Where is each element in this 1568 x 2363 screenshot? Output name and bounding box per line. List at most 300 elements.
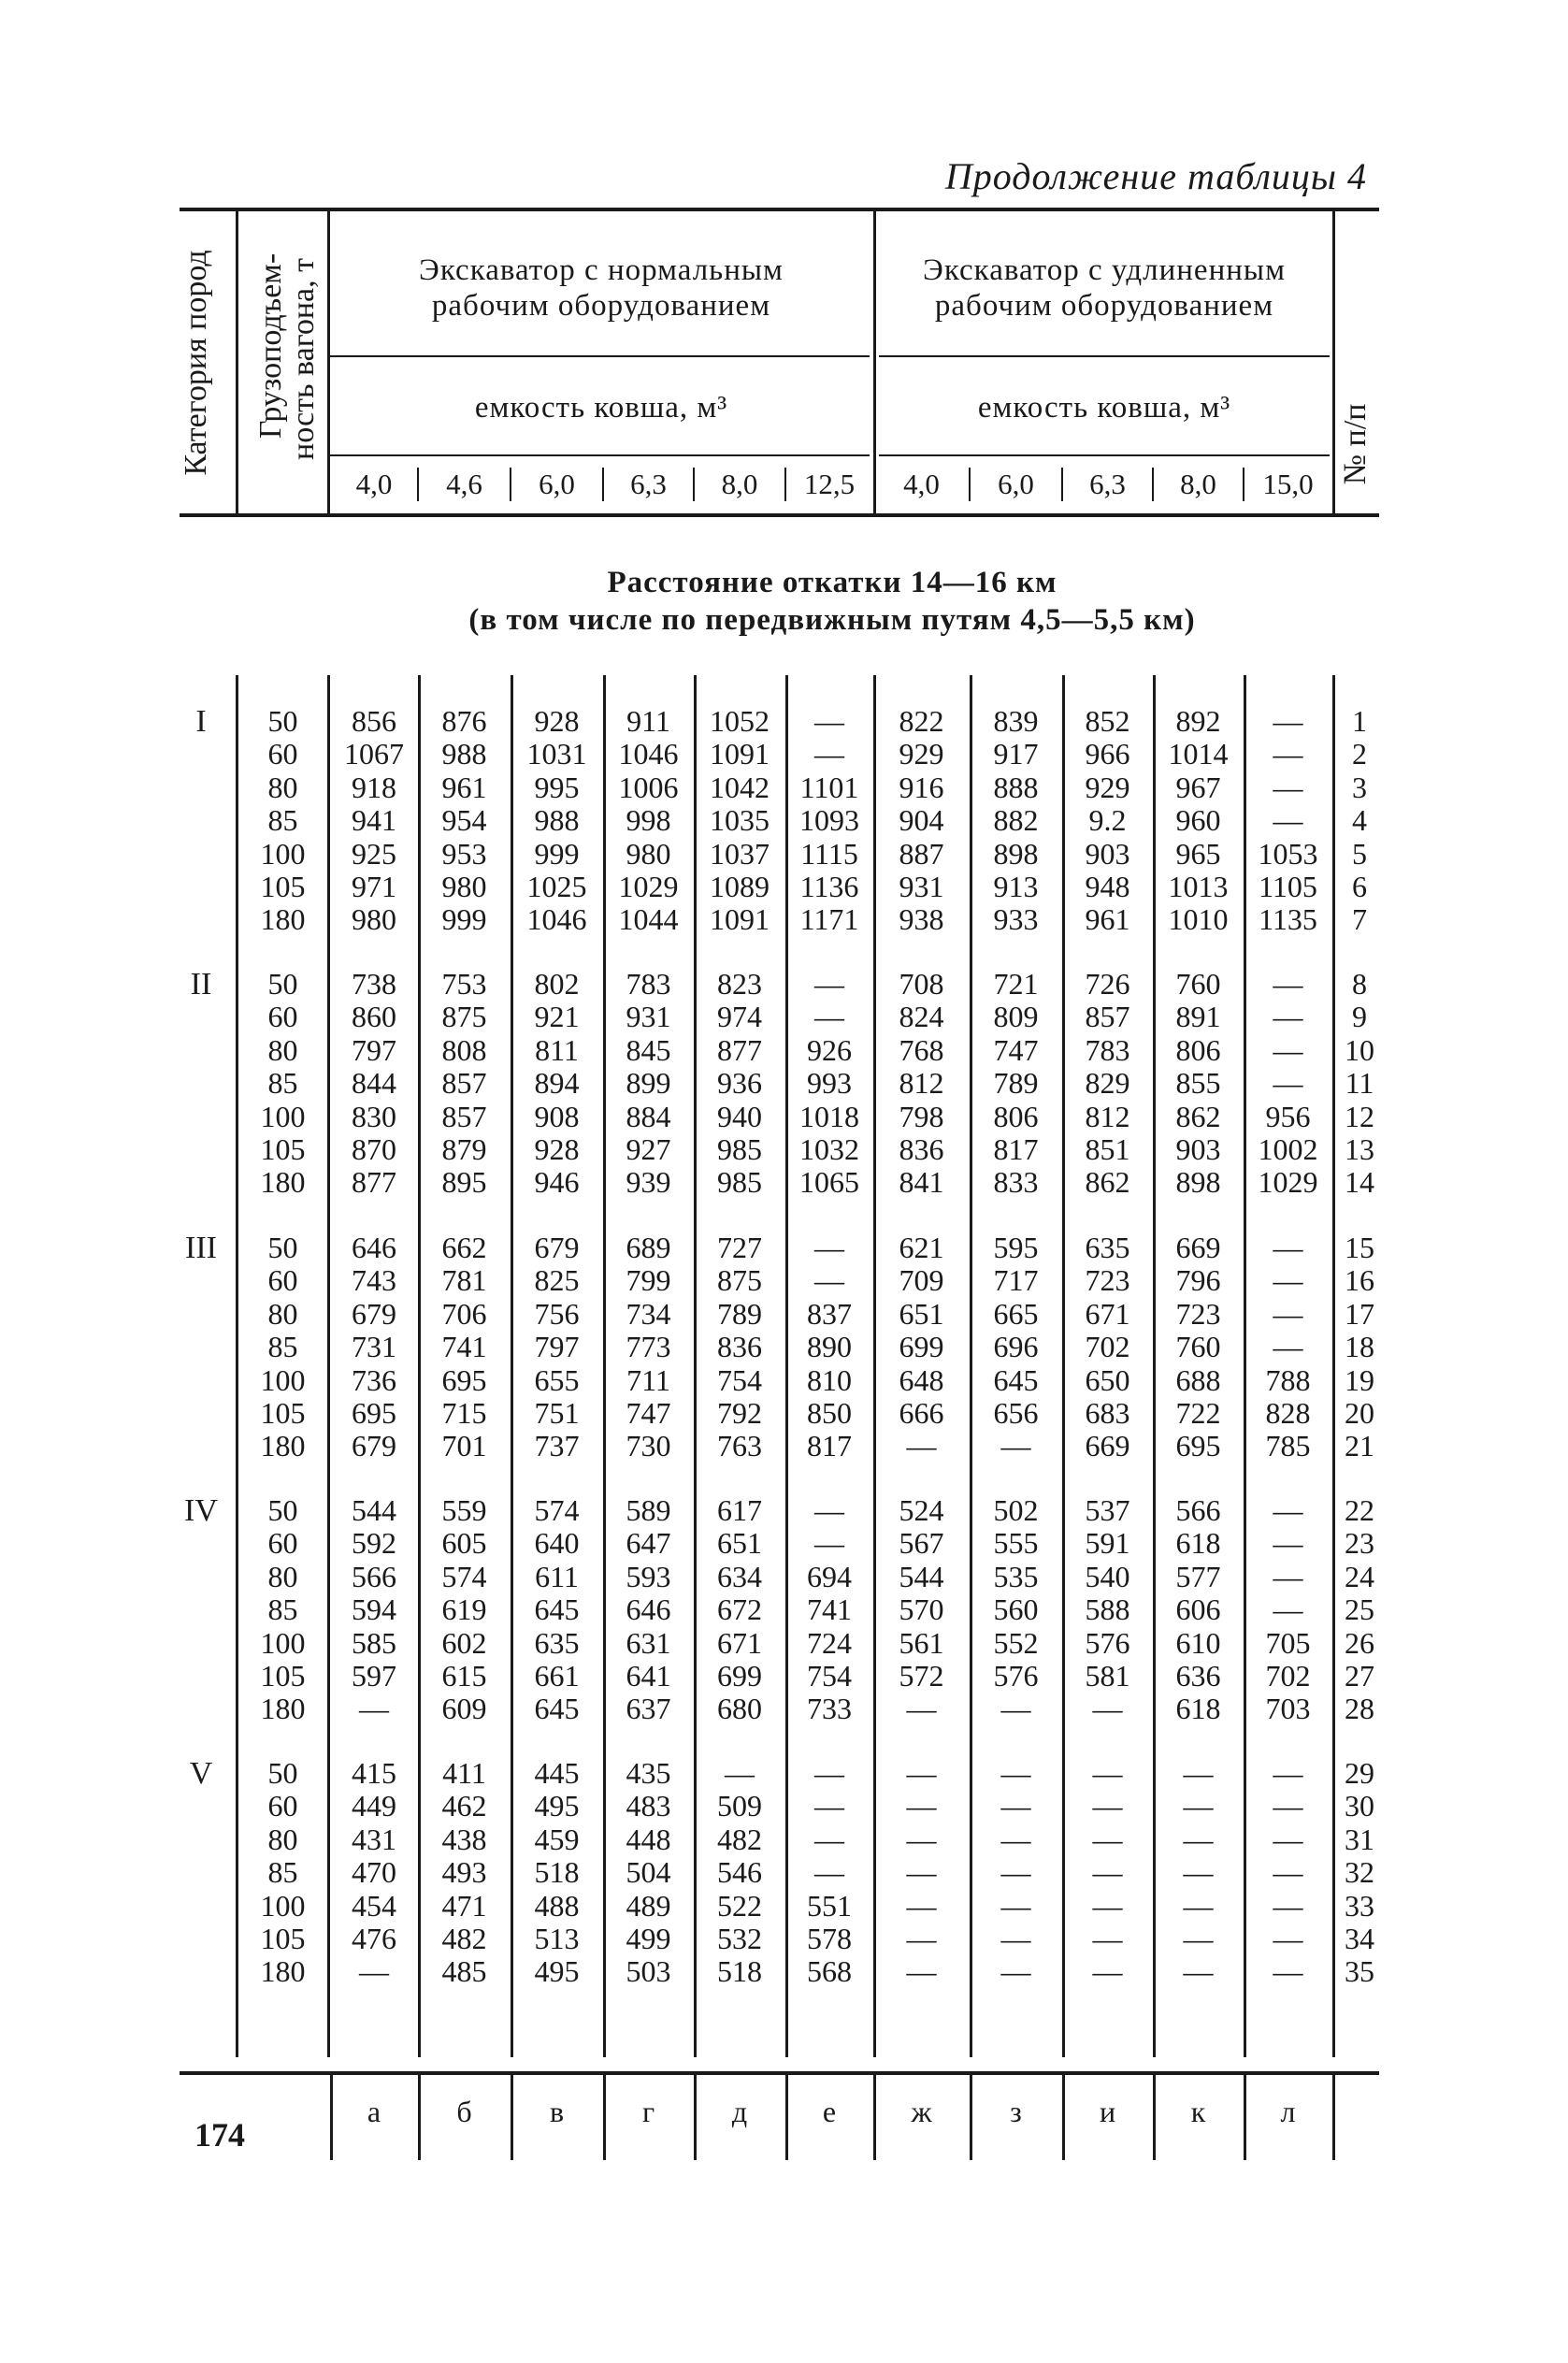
value-cell: 723 (1175, 1296, 1221, 1331)
value-cell: 715 (441, 1396, 487, 1430)
value-cell: 903 (1085, 836, 1130, 871)
column-letter-4: д (731, 2095, 748, 2128)
value-cell: 576 (993, 1659, 1039, 1693)
value-cell: 499 (626, 1922, 671, 1955)
value-cell: 535 (993, 1559, 1039, 1593)
value-cell: 862 (1085, 1165, 1130, 1200)
bucket-size-0: 4,0 (355, 468, 393, 500)
value-cell: 695 (1175, 1429, 1221, 1463)
group-extended-heading (876, 252, 1332, 324)
rownum-cell: 26 (1345, 1625, 1374, 1660)
value-cell: 518 (717, 1954, 762, 1989)
category-label: V (189, 1756, 213, 1791)
value-cell: 470 (352, 1855, 396, 1890)
value-cell: — (1000, 1756, 1031, 1790)
value-cell: 1052 (710, 704, 770, 738)
value-cell: 726 (1085, 967, 1130, 1001)
value-cell: 995 (534, 770, 580, 804)
value-cell: 493 (441, 1855, 487, 1890)
value-cell: — (1273, 1493, 1303, 1527)
value-cell: 731 (352, 1330, 396, 1364)
value-cell: — (1273, 1592, 1303, 1627)
capacity-cell: 100 (260, 1625, 306, 1660)
value-cell: 916 (899, 770, 944, 804)
value-cell: 829 (1085, 1066, 1130, 1101)
value-cell: 585 (352, 1625, 396, 1660)
rownum-cell: 3 (1352, 770, 1367, 804)
footer-vline (873, 2074, 876, 2160)
value-cell: — (906, 1822, 937, 1856)
value-cell: — (1092, 1922, 1123, 1955)
value-cell: — (814, 737, 844, 771)
value-cell: 577 (1175, 1559, 1221, 1593)
value-cell: 611 (535, 1559, 579, 1593)
value-cell: — (1273, 1888, 1303, 1923)
value-cell: 941 (352, 803, 396, 838)
value-cell: 1010 (1168, 902, 1229, 937)
value-cell: 887 (899, 836, 944, 871)
footer-vline (1244, 2074, 1246, 2160)
value-cell: 518 (534, 1855, 580, 1890)
value-cell: 830 (352, 1099, 396, 1133)
bucket-separator (784, 468, 786, 501)
value-cell: 928 (534, 1132, 580, 1166)
value-cell: 851 (1085, 1132, 1130, 1166)
value-cell: 695 (352, 1396, 396, 1430)
rownum-cell: 21 (1345, 1429, 1374, 1463)
value-cell: — (906, 1429, 937, 1463)
value-cell: 669 (1175, 1231, 1221, 1264)
value-cell: — (1000, 1429, 1031, 1463)
value-cell: 812 (899, 1066, 944, 1101)
value-cell: 763 (717, 1429, 762, 1463)
value-cell: 811 (535, 1032, 579, 1067)
capacity-cell: 60 (267, 1000, 298, 1034)
value-cell: 618 (1175, 1692, 1221, 1726)
rownum-cell: 27 (1345, 1659, 1374, 1693)
value-cell: 862 (1175, 1099, 1221, 1133)
value-cell: 560 (993, 1592, 1039, 1627)
value-cell: 471 (441, 1888, 487, 1923)
value-cell: 634 (717, 1559, 762, 1593)
value-cell: 1046 (526, 902, 587, 937)
value-cell: 754 (717, 1362, 762, 1397)
value-cell: 788 (1265, 1362, 1311, 1397)
value-cell: 1006 (618, 770, 679, 804)
value-cell: 606 (1175, 1592, 1221, 1627)
value-cell: 879 (441, 1132, 487, 1166)
value-cell: 594 (352, 1592, 396, 1627)
value-cell: 903 (1175, 1132, 1221, 1166)
category-header: Категория пород (179, 250, 213, 476)
value-cell: 799 (626, 1263, 671, 1298)
capacity-cell: 50 (267, 967, 298, 1001)
value-cell: 544 (899, 1559, 944, 1593)
value-cell: 954 (441, 803, 487, 838)
value-cell: 559 (441, 1493, 487, 1527)
value-cell: 792 (717, 1396, 762, 1430)
continuation-caption: Продолжение таблицы 4 (944, 155, 1367, 197)
value-cell: 823 (717, 967, 762, 1001)
value-cell: 665 (993, 1296, 1039, 1331)
value-cell: 438 (441, 1822, 487, 1856)
rownum-cell: 1 (1352, 704, 1367, 738)
value-cell: 773 (626, 1330, 671, 1364)
rownum-cell: 13 (1345, 1132, 1374, 1166)
column-letter-3: г (641, 2095, 655, 2128)
value-cell: 503 (626, 1954, 671, 1989)
value-cell: 1105 (1259, 870, 1317, 903)
value-cell: 482 (441, 1922, 487, 1955)
value-cell: 789 (717, 1296, 762, 1331)
value-cell: — (1092, 1888, 1123, 1923)
value-cell: 666 (899, 1396, 944, 1430)
value-cell: 482 (717, 1822, 762, 1856)
value-cell: 546 (717, 1855, 762, 1890)
capacity-cell: 105 (260, 1659, 306, 1693)
capacity-cell: 80 (267, 1822, 298, 1856)
rownum-cell: 19 (1345, 1362, 1374, 1397)
bucket-size-1: 4,6 (446, 468, 482, 500)
value-cell: 509 (717, 1789, 762, 1823)
value-cell: — (1273, 1922, 1303, 1955)
value-cell: 485 (441, 1954, 487, 1989)
bucket-extended-label: емкость ковша, м³ (977, 391, 1231, 425)
rownum-cell: 31 (1345, 1822, 1374, 1856)
value-cell: — (1183, 1822, 1214, 1856)
value-cell: 855 (1175, 1066, 1221, 1101)
value-cell: — (814, 967, 844, 1001)
value-cell: 946 (534, 1165, 580, 1200)
capacity-cell: 100 (260, 1099, 306, 1133)
value-cell: 552 (993, 1625, 1039, 1660)
value-cell: 904 (899, 803, 944, 838)
value-cell: 927 (626, 1132, 671, 1166)
value-cell: 631 (626, 1625, 671, 1660)
rownum-cell: 25 (1345, 1592, 1374, 1627)
rownum-cell: 24 (1345, 1559, 1374, 1593)
value-cell: 1037 (710, 836, 770, 871)
value-cell: — (1000, 1855, 1031, 1890)
value-cell: 454 (352, 1888, 396, 1923)
value-cell: 699 (899, 1330, 944, 1364)
footer-vline (785, 2074, 788, 2160)
value-cell: 895 (441, 1165, 487, 1200)
value-cell: 875 (441, 1000, 487, 1034)
value-cell: 928 (534, 704, 580, 738)
rownum-cell: 10 (1345, 1032, 1374, 1067)
rownum-cell: 22 (1345, 1493, 1374, 1527)
section-title-line2: (в том числе по передвижным путям 4,5—5,5 км) (468, 603, 1196, 637)
value-cell: 1053 (1258, 836, 1318, 871)
rownum-cell: 16 (1345, 1263, 1374, 1298)
value-cell: 724 (807, 1625, 852, 1660)
rownum-cell: 28 (1345, 1692, 1374, 1726)
rownum-cell: 8 (1352, 967, 1367, 1001)
value-cell: 637 (626, 1692, 671, 1726)
value-cell: 702 (1265, 1659, 1311, 1693)
value-cell: 985 (717, 1165, 762, 1200)
value-cell: 756 (534, 1296, 580, 1331)
value-cell: 884 (626, 1099, 671, 1133)
capacity-cell: 60 (267, 737, 298, 771)
value-cell: 948 (1085, 870, 1130, 903)
value-cell: 522 (717, 1888, 762, 1923)
capacity-cell: 180 (260, 1692, 306, 1726)
value-cell: — (1000, 1822, 1031, 1856)
value-cell: — (906, 1922, 937, 1955)
value-cell: 965 (1175, 836, 1221, 871)
value-cell: 449 (352, 1789, 396, 1823)
value-cell: 1091 (710, 737, 770, 771)
capacity-cell: 105 (260, 1132, 306, 1166)
footer-vline (511, 2074, 513, 2160)
bucket-size-9: 8,0 (1180, 468, 1216, 500)
value-cell: 1067 (344, 737, 404, 771)
value-cell: 589 (626, 1493, 671, 1527)
column-letter-2: в (549, 2095, 565, 2128)
value-cell: 647 (626, 1526, 671, 1561)
value-cell: 736 (352, 1362, 396, 1397)
value-cell: 645 (993, 1362, 1039, 1397)
value-cell: 812 (1085, 1099, 1130, 1133)
bucket-separator (510, 468, 511, 501)
category-label: I (195, 704, 207, 739)
value-cell: 833 (993, 1165, 1039, 1200)
value-cell: 568 (807, 1954, 852, 1989)
value-cell: — (1273, 1789, 1303, 1823)
value-cell: 672 (717, 1592, 762, 1627)
section-title-line1: Расстояние откатки 14—16 км (607, 566, 1057, 599)
group-normal-line1: Экскаватор с нормальным (419, 253, 784, 287)
capacity-cell: 85 (267, 1066, 298, 1101)
value-cell: 931 (626, 1000, 671, 1034)
value-cell: 817 (993, 1132, 1039, 1166)
value-cell: 706 (441, 1296, 487, 1331)
value-cell: 891 (1175, 1000, 1221, 1034)
value-cell: 956 (1265, 1099, 1311, 1133)
value-cell: — (1273, 1330, 1303, 1364)
value-cell: 839 (993, 704, 1039, 738)
value-cell: 908 (534, 1099, 580, 1133)
value-cell: 651 (899, 1296, 944, 1331)
value-cell: 635 (534, 1625, 580, 1660)
value-cell: 845 (626, 1032, 671, 1067)
value-cell: 890 (807, 1330, 852, 1364)
bucket-separator (1243, 468, 1244, 501)
value-cell: — (1273, 1000, 1303, 1034)
value-cell: 1089 (710, 870, 770, 903)
value-cell: — (725, 1756, 755, 1790)
value-cell: 857 (1085, 1000, 1130, 1034)
value-cell: 1042 (710, 770, 770, 804)
footer-vline (1332, 2074, 1335, 2160)
value-cell: 567 (899, 1526, 944, 1561)
value-cell: 445 (534, 1756, 580, 1790)
value-cell: 1136 (799, 870, 859, 903)
footer-vline (603, 2074, 606, 2160)
value-cell: 705 (1265, 1625, 1311, 1660)
value-cell: 618 (1175, 1526, 1221, 1561)
value-cell: 747 (626, 1396, 671, 1430)
value-cell: 488 (534, 1888, 580, 1923)
value-cell: 602 (441, 1625, 487, 1660)
value-cell: 679 (352, 1429, 396, 1463)
capacity-cell: 85 (267, 803, 298, 838)
bucket-size-4: 8,0 (721, 468, 758, 500)
rownum-cell: 30 (1345, 1789, 1374, 1823)
hdr-subrule (879, 454, 1330, 456)
value-cell: 918 (352, 770, 396, 804)
value-cell: — (906, 1855, 937, 1890)
value-cell: 619 (441, 1592, 487, 1627)
group-normal-line2: рабочим оборудованием (431, 289, 771, 323)
value-cell: 696 (993, 1330, 1039, 1364)
capacity-cell: 180 (260, 1429, 306, 1463)
value-cell: — (906, 1789, 937, 1823)
rownum-cell: 23 (1345, 1526, 1374, 1561)
value-cell: 727 (717, 1231, 762, 1264)
value-cell: 605 (441, 1526, 487, 1561)
value-cell: 743 (352, 1263, 396, 1298)
value-cell: — (906, 1756, 937, 1790)
capacity-cell: 100 (260, 836, 306, 871)
value-cell: 661 (534, 1659, 580, 1693)
value-cell: 532 (717, 1922, 762, 1955)
capacity-cell: 85 (267, 1592, 298, 1627)
footer-vline (418, 2074, 421, 2160)
value-cell: — (1000, 1954, 1031, 1989)
value-cell: 1035 (710, 803, 770, 838)
category-label: II (190, 967, 212, 1001)
value-cell: 588 (1085, 1592, 1130, 1627)
value-cell: — (1000, 1888, 1031, 1923)
value-cell: 431 (352, 1822, 396, 1856)
value-cell: 722 (1175, 1396, 1221, 1430)
rownum-cell: 6 (1352, 870, 1367, 903)
value-cell: 809 (993, 1000, 1039, 1034)
value-cell: 1115 (800, 836, 858, 871)
value-cell: 1032 (799, 1132, 859, 1166)
value-cell: 852 (1085, 704, 1130, 738)
header-bottom-rule (180, 513, 1379, 517)
value-cell: 656 (993, 1396, 1039, 1430)
value-cell: 974 (717, 1000, 762, 1034)
value-cell: 648 (899, 1362, 944, 1397)
value-cell: 929 (899, 737, 944, 771)
value-cell: — (1273, 1296, 1303, 1331)
value-cell: — (1183, 1855, 1214, 1890)
value-cell: 645 (534, 1592, 580, 1627)
value-cell: 592 (352, 1526, 396, 1561)
value-cell: 783 (1085, 1032, 1130, 1067)
rownum-cell: 15 (1345, 1231, 1374, 1264)
value-cell: 926 (807, 1032, 852, 1067)
rownum-cell: 14 (1345, 1165, 1374, 1200)
value-cell: 913 (993, 870, 1039, 903)
value-cell: 733 (807, 1692, 852, 1726)
value-cell: — (1273, 1756, 1303, 1790)
value-cell: 817 (807, 1429, 852, 1463)
value-cell: 940 (717, 1099, 762, 1133)
value-cell: 985 (717, 1132, 762, 1166)
value-cell: 502 (993, 1493, 1039, 1527)
value-cell: — (1092, 1756, 1123, 1790)
value-cell: — (814, 1526, 844, 1561)
bucket-separator (693, 468, 695, 501)
value-cell: 609 (441, 1692, 487, 1726)
bucket-separator (1061, 468, 1063, 501)
value-cell: 875 (717, 1263, 762, 1298)
value-cell: 877 (717, 1032, 762, 1067)
hdr-subrule (330, 355, 870, 357)
value-cell: 797 (352, 1032, 396, 1067)
footer-vline (1153, 2074, 1156, 2160)
bucket-separator (1152, 468, 1154, 501)
value-cell: 489 (626, 1888, 671, 1923)
value-cell: 641 (626, 1659, 671, 1693)
value-cell: 650 (1085, 1362, 1130, 1397)
value-cell: 980 (441, 870, 487, 903)
rownum-cell: 33 (1345, 1888, 1374, 1923)
value-cell: 576 (1085, 1625, 1130, 1660)
group-normal-heading (330, 252, 872, 324)
value-cell: 789 (993, 1066, 1039, 1101)
rownum-cell: 5 (1352, 836, 1367, 871)
value-cell: — (814, 1822, 844, 1856)
value-cell: 645 (534, 1692, 580, 1726)
value-cell: 1171 (799, 902, 859, 937)
page-number: 174 (194, 2116, 245, 2154)
value-cell: 988 (441, 737, 487, 771)
capacity-cell: 80 (267, 770, 298, 804)
value-cell: 999 (534, 836, 580, 871)
value-cell: 1018 (799, 1099, 859, 1133)
value-cell: — (1092, 1692, 1123, 1726)
value-cell: 679 (352, 1296, 396, 1331)
capacity-cell: 180 (260, 1165, 306, 1200)
value-cell: 921 (534, 1000, 580, 1034)
bucket-size-8: 6,3 (1089, 468, 1126, 500)
value-cell: 723 (1085, 1263, 1130, 1298)
capacity-cell: 60 (267, 1526, 298, 1561)
value-cell: 870 (352, 1132, 396, 1166)
value-cell: 860 (352, 1000, 396, 1034)
value-cell: — (1273, 1822, 1303, 1856)
value-cell: 966 (1085, 737, 1130, 771)
value-cell: 1029 (1258, 1165, 1318, 1200)
value-cell: 967 (1175, 770, 1221, 804)
rownum-cell: 11 (1345, 1066, 1374, 1101)
value-cell: 581 (1085, 1659, 1130, 1693)
value-cell: 1013 (1168, 870, 1229, 903)
capacity-cell: 80 (267, 1559, 298, 1593)
column-letter-7: з (1010, 2095, 1022, 2128)
value-cell: 1025 (526, 870, 587, 903)
value-cell: 837 (807, 1296, 852, 1331)
value-cell: 917 (993, 737, 1039, 771)
rownum-cell: 9 (1352, 1000, 1367, 1034)
footer-vline (970, 2074, 972, 2160)
value-cell: — (814, 1231, 844, 1264)
rownum-cell: 29 (1345, 1756, 1374, 1790)
value-cell: 617 (717, 1493, 762, 1527)
value-cell: 844 (352, 1066, 396, 1101)
value-cell: 999 (441, 902, 487, 937)
rownum-cell: 2 (1352, 737, 1367, 771)
value-cell: — (359, 1692, 389, 1726)
value-cell: 888 (993, 770, 1039, 804)
